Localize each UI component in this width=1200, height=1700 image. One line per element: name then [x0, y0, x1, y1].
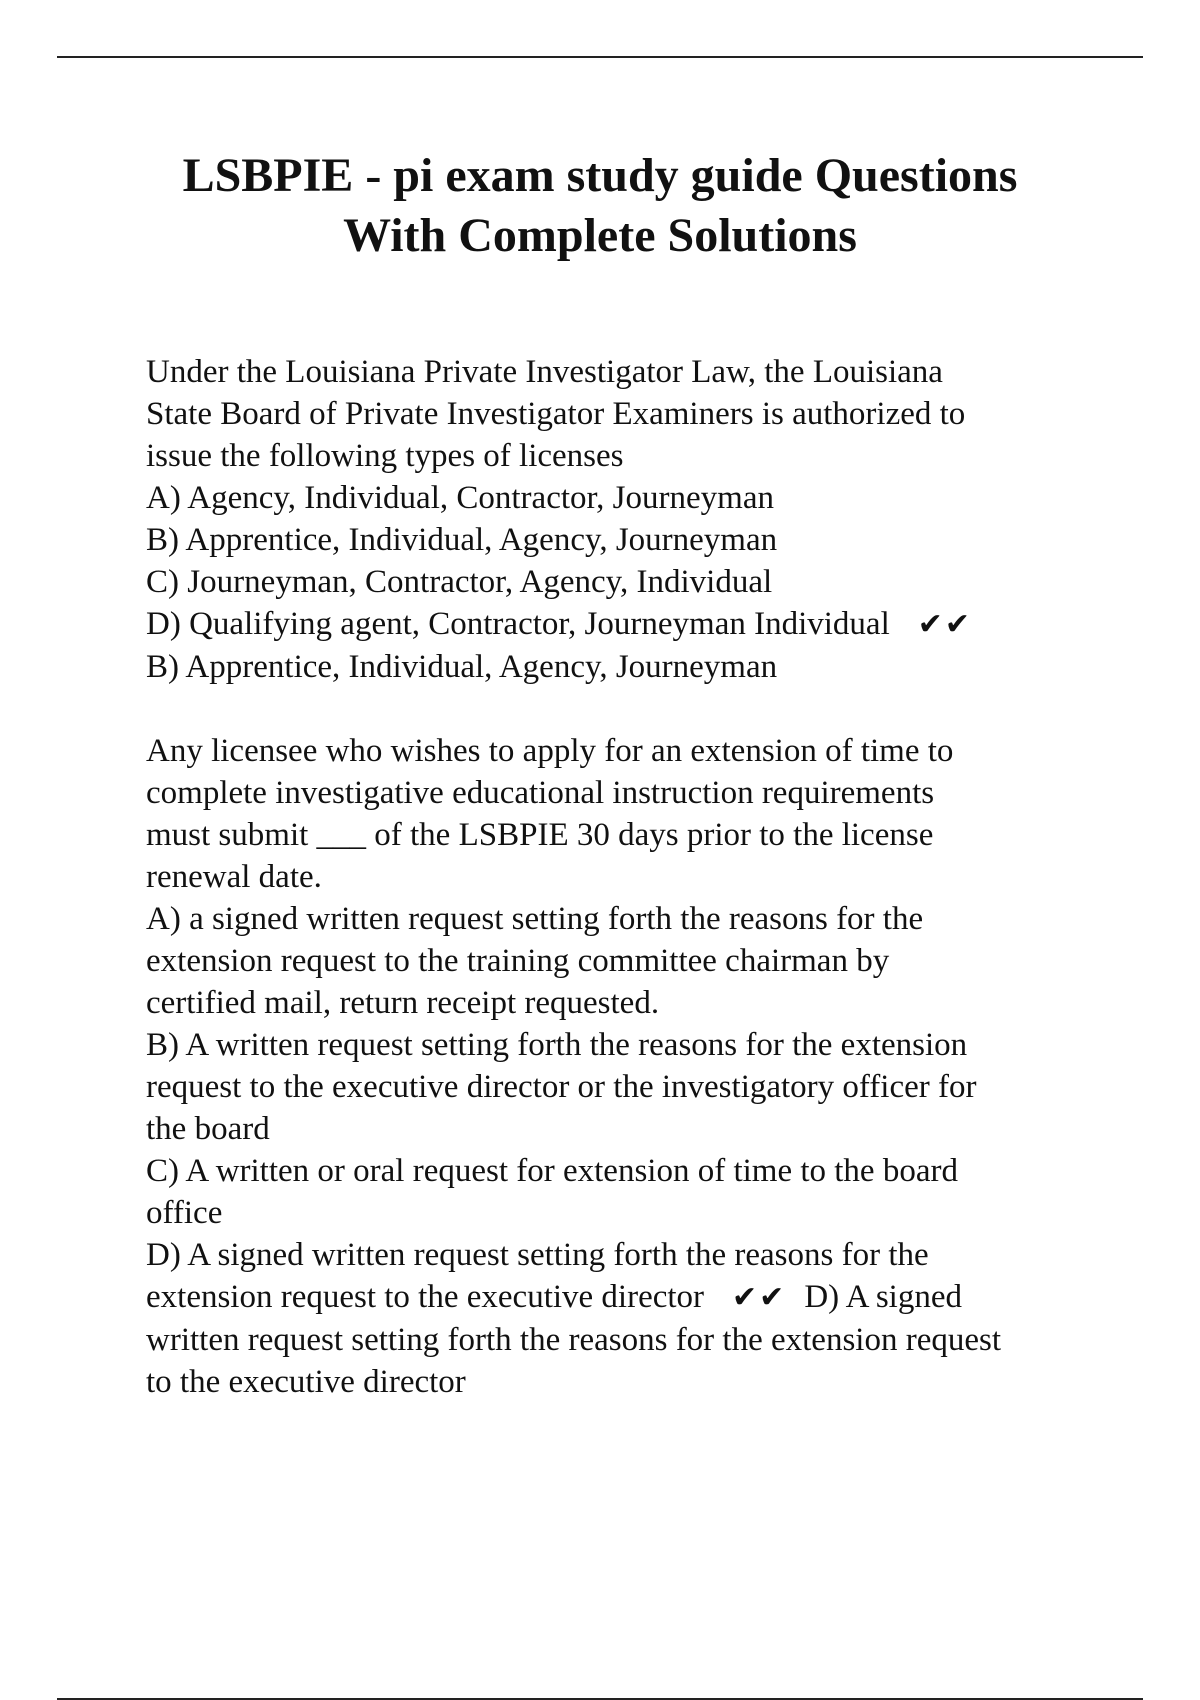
answer-start: D) A signed — [804, 1279, 962, 1315]
option-c: C) Journeyman, Contractor, Agency, Individual — [146, 564, 773, 600]
document-title — [0, 146, 1200, 266]
answer-line: to the executive director — [146, 1364, 466, 1400]
option-d: D) Qualifying agent, Contractor, Journeyman Individual — [146, 606, 890, 642]
question-1 — [146, 351, 1106, 688]
option-line: B) A written request setting forth the reasons for the extension — [146, 1027, 968, 1063]
option-line: extension request to the training committee chairman by — [146, 943, 890, 979]
double-check-icon: ✔✔ — [732, 1280, 787, 1315]
question-text-line: Any licensee who wishes to apply for an extension of time to — [146, 733, 954, 769]
option-line: D) A signed written request setting forth the reasons for the — [146, 1237, 929, 1273]
question-text-line: must submit ___ of the LSBPIE 30 days prior to the license — [146, 817, 934, 853]
option-line: certified mail, return receipt requested. — [146, 985, 660, 1021]
spacer — [146, 688, 1106, 730]
top-rule — [57, 56, 1143, 58]
double-check-icon: ✔✔ — [917, 607, 973, 642]
title-line-1: LSBPIE - pi exam study guide Questions — [182, 149, 1018, 202]
question-text-line: Under the Louisiana Private Investigator Law, the Louisiana — [146, 354, 943, 390]
document-body — [146, 351, 1106, 1403]
answer-line: written request setting forth the reasons for the extension request — [146, 1322, 1002, 1358]
option-b: B) Apprentice, Individual, Agency, Journeyman — [146, 522, 778, 558]
option-d-tail: extension request to the executive director — [146, 1279, 705, 1315]
option-d-line — [146, 603, 1106, 646]
option-line: the board — [146, 1111, 270, 1147]
option-d-answer-line — [146, 1276, 1106, 1319]
question-text-line: complete investigative educational instruction requirements — [146, 775, 935, 811]
option-line: C) A written or oral request for extension of time to the board — [146, 1153, 958, 1189]
title-line-2: With Complete Solutions — [343, 209, 857, 262]
option-a: A) Agency, Individual, Contractor, Journeyman — [146, 480, 774, 516]
option-line: A) a signed written request setting forth the reasons for the — [146, 901, 924, 937]
option-line: office — [146, 1195, 223, 1231]
question-text-line: renewal date. — [146, 859, 322, 895]
answer: B) Apprentice, Individual, Agency, Journeyman — [146, 649, 778, 685]
question-text-line: issue the following types of licenses — [146, 438, 624, 474]
question-text-line: State Board of Private Investigator Examiners is authorized to — [146, 396, 966, 432]
question-2 — [146, 730, 1106, 1403]
option-line: request to the executive director or the investigatory officer for — [146, 1069, 977, 1105]
